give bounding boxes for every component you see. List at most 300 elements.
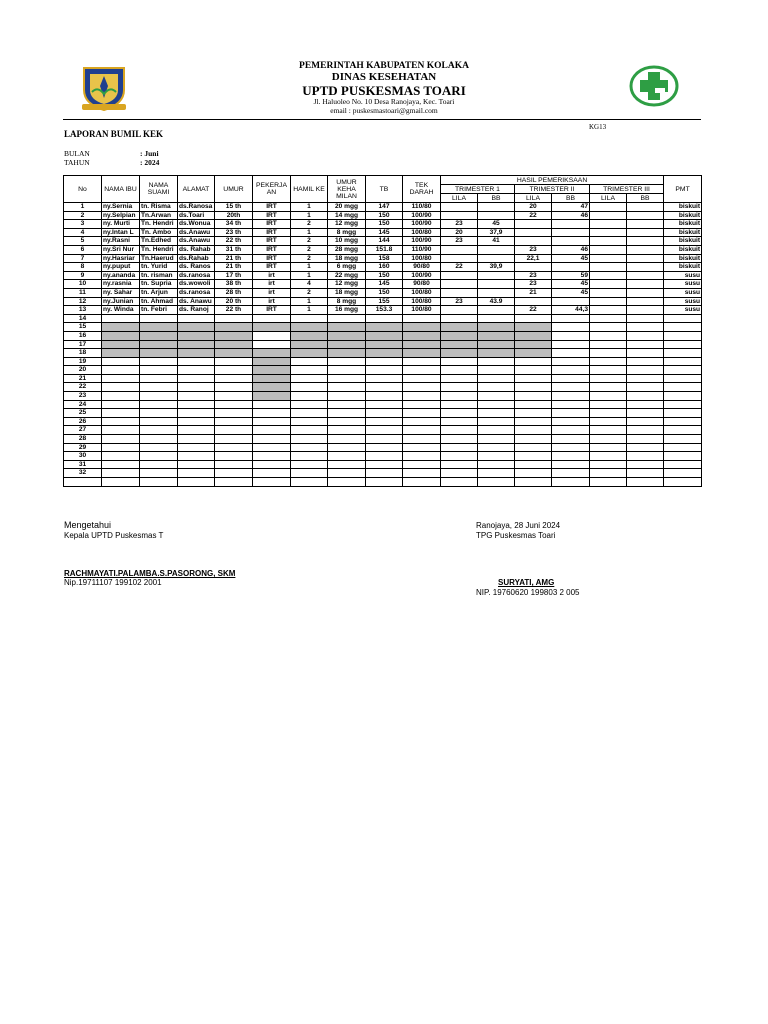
- table-cell: [328, 366, 366, 375]
- table-cell: 14: [64, 314, 102, 323]
- table-cell: 37,9: [478, 228, 515, 237]
- table-cell: [590, 426, 627, 435]
- table-cell: [627, 469, 664, 478]
- table-cell: [627, 220, 664, 229]
- table-cell: 38 th: [215, 280, 253, 289]
- table-row-empty: [64, 478, 702, 487]
- table-cell: [291, 331, 328, 340]
- table-cell: [552, 400, 590, 409]
- table-cell: [178, 426, 215, 435]
- table-cell: 17 th: [215, 271, 253, 280]
- table-cell: 23: [515, 271, 552, 280]
- table-cell: [664, 331, 702, 340]
- table-cell: 11: [64, 288, 102, 297]
- table-cell: 153.3: [366, 306, 403, 315]
- table-cell: [441, 288, 478, 297]
- table-cell: 32: [64, 469, 102, 478]
- table-cell: [328, 426, 366, 435]
- table-cell: [590, 357, 627, 366]
- table-cell: [178, 435, 215, 444]
- table-cell: [590, 288, 627, 297]
- table-cell: [215, 323, 253, 332]
- table-cell: [627, 331, 664, 340]
- col-hamil-ke: HAMIL KE: [291, 176, 328, 203]
- table-cell: 41: [478, 237, 515, 246]
- table-cell: [178, 357, 215, 366]
- table-cell: [253, 374, 291, 383]
- header-address: Jl. Haluoleo No. 10 Desa Ranojaya, Kec. Toari: [313, 97, 455, 106]
- table-cell: [664, 426, 702, 435]
- table-cell: 2: [64, 211, 102, 220]
- table-cell: 45: [478, 220, 515, 229]
- table-cell: [140, 417, 178, 426]
- table-row: [64, 306, 702, 315]
- table-cell: [552, 366, 590, 375]
- table-cell: 15: [64, 323, 102, 332]
- table-cell: [515, 374, 552, 383]
- table-row-empty: [64, 374, 702, 383]
- table-cell: [215, 409, 253, 418]
- table-cell: tn. risman: [140, 271, 178, 280]
- table-cell: [590, 306, 627, 315]
- table-cell: [215, 349, 253, 358]
- table-cell: [515, 392, 552, 401]
- table-cell: 23: [515, 245, 552, 254]
- table-cell: ny.Selpian: [102, 211, 140, 220]
- table-cell: [291, 409, 328, 418]
- place-date: Ranojaya, 28 Juni 2024: [476, 521, 561, 530]
- table-cell: [478, 460, 515, 469]
- table-cell: [403, 400, 441, 409]
- table-cell: [178, 443, 215, 452]
- table-cell: 39,9: [478, 263, 515, 272]
- table-cell: [552, 220, 590, 229]
- table-cell: [140, 331, 178, 340]
- table-cell: [215, 340, 253, 349]
- table-cell: 151.8: [366, 245, 403, 254]
- table-cell: 100/80: [403, 297, 441, 306]
- table-row-empty: [64, 435, 702, 444]
- table-cell: [478, 203, 515, 212]
- table-cell: [552, 443, 590, 452]
- table-cell: ny. Winda: [102, 306, 140, 315]
- table-cell: [253, 469, 291, 478]
- table-cell: [366, 409, 403, 418]
- table-cell: 22 th: [215, 306, 253, 315]
- header-government: PEMERINTAH KABUPATEN KOLAKA: [299, 61, 469, 71]
- table-cell: [291, 400, 328, 409]
- table-cell: [102, 349, 140, 358]
- table-cell: [102, 357, 140, 366]
- table-cell: ny.rasnia: [102, 280, 140, 289]
- table-cell: [215, 383, 253, 392]
- table-cell: [366, 435, 403, 444]
- table-cell: [515, 478, 552, 487]
- table-cell: [627, 203, 664, 212]
- table-cell: [253, 460, 291, 469]
- table-cell: [552, 228, 590, 237]
- table-cell: [366, 323, 403, 332]
- table-cell: [366, 314, 403, 323]
- table-cell: [253, 323, 291, 332]
- table-cell: [664, 366, 702, 375]
- table-cell: [366, 392, 403, 401]
- table-cell: [102, 460, 140, 469]
- table-cell: 100/90: [403, 220, 441, 229]
- table-cell: [478, 409, 515, 418]
- table-cell: [291, 469, 328, 478]
- table-cell: 2: [291, 288, 328, 297]
- table-cell: 144: [366, 237, 403, 246]
- table-cell: [627, 263, 664, 272]
- table-cell: 145: [366, 280, 403, 289]
- table-cell: [515, 263, 552, 272]
- table-cell: [140, 392, 178, 401]
- form-code: KG13: [589, 123, 607, 131]
- table-cell: [403, 426, 441, 435]
- table-cell: 45: [552, 288, 590, 297]
- table-cell: [590, 271, 627, 280]
- table-cell: ds.Anawu: [178, 237, 215, 246]
- table-cell: [102, 452, 140, 461]
- table-cell: [515, 349, 552, 358]
- table-cell: Tn.Edhed: [140, 237, 178, 246]
- table-cell: [328, 349, 366, 358]
- table-cell: [403, 478, 441, 487]
- col-bb-t3: BB: [627, 194, 664, 203]
- kepala-title: Kepala UPTD Puskesmas T: [64, 531, 164, 540]
- table-cell: [590, 478, 627, 487]
- table-cell: 1: [291, 203, 328, 212]
- table-cell: 6 mgg: [328, 263, 366, 272]
- table-cell: 28 mgg: [328, 245, 366, 254]
- table-cell: [478, 314, 515, 323]
- table-cell: [291, 478, 328, 487]
- table-cell: 100/90: [403, 211, 441, 220]
- table-cell: ds.Wonua: [178, 220, 215, 229]
- table-cell: [178, 349, 215, 358]
- col-bb-t1: BB: [478, 194, 515, 203]
- table-cell: biskuit: [664, 263, 702, 272]
- table-cell: [140, 452, 178, 461]
- table-cell: [328, 417, 366, 426]
- table-cell: [441, 331, 478, 340]
- table-cell: [291, 452, 328, 461]
- table-cell: [366, 349, 403, 358]
- table-cell: [441, 203, 478, 212]
- table-cell: 1: [291, 297, 328, 306]
- table-cell: [291, 392, 328, 401]
- table-cell: [403, 314, 441, 323]
- table-cell: [478, 435, 515, 444]
- table-cell: [590, 297, 627, 306]
- table-cell: tn. Arjun: [140, 288, 178, 297]
- table-cell: biskuit: [664, 228, 702, 237]
- table-cell: 20th: [215, 211, 253, 220]
- table-cell: IRT: [253, 228, 291, 237]
- table-cell: [291, 357, 328, 366]
- table-cell: [403, 452, 441, 461]
- table-cell: [478, 469, 515, 478]
- table-cell: [366, 400, 403, 409]
- table-cell: 22: [441, 263, 478, 272]
- table-cell: [403, 383, 441, 392]
- table-cell: [664, 383, 702, 392]
- table-cell: 21 th: [215, 263, 253, 272]
- table-cell: [515, 409, 552, 418]
- table-cell: [178, 331, 215, 340]
- table-cell: [140, 409, 178, 418]
- col-nama-suami: NAMA SUAMI: [140, 176, 178, 203]
- table-cell: [140, 469, 178, 478]
- table-cell: susu: [664, 288, 702, 297]
- table-cell: [515, 435, 552, 444]
- col-alamat: ALAMAT: [178, 176, 215, 203]
- table-cell: [590, 280, 627, 289]
- table-cell: [478, 245, 515, 254]
- table-cell: [215, 417, 253, 426]
- col-lila-t3: LILA: [590, 194, 627, 203]
- table-cell: [515, 383, 552, 392]
- table-cell: [441, 426, 478, 435]
- table-cell: [140, 478, 178, 487]
- table-cell: ds.wowoli: [178, 280, 215, 289]
- table-cell: [253, 383, 291, 392]
- table-cell: [291, 374, 328, 383]
- table-cell: [403, 366, 441, 375]
- table-cell: 22: [64, 383, 102, 392]
- table-cell: biskuit: [664, 254, 702, 263]
- col-trimester-1: TRIMESTER 1: [441, 185, 515, 194]
- table-cell: [552, 349, 590, 358]
- table-cell: Tn.Arwan: [140, 211, 178, 220]
- table-cell: [664, 452, 702, 461]
- table-cell: 19: [64, 357, 102, 366]
- table-cell: [590, 228, 627, 237]
- table-cell: 46: [552, 211, 590, 220]
- col-bb-t2: BB: [552, 194, 590, 203]
- table-cell: [590, 374, 627, 383]
- table-cell: [552, 237, 590, 246]
- table-cell: [590, 323, 627, 332]
- table-row: [64, 288, 702, 297]
- table-cell: 29: [64, 443, 102, 452]
- table-cell: [441, 435, 478, 444]
- col-lila-t2: LILA: [515, 194, 552, 203]
- table-cell: 34 th: [215, 220, 253, 229]
- table-cell: [328, 392, 366, 401]
- table-cell: [403, 443, 441, 452]
- table-cell: 21: [64, 374, 102, 383]
- table-cell: 22: [515, 211, 552, 220]
- table-cell: ds.ranosa: [178, 271, 215, 280]
- header-puskesmas: UPTD PUSKESMAS TOARI: [302, 83, 466, 98]
- table-cell: [627, 460, 664, 469]
- table-cell: [441, 417, 478, 426]
- table-cell: 9: [64, 271, 102, 280]
- table-cell: [328, 469, 366, 478]
- table-cell: [627, 357, 664, 366]
- table-cell: [178, 340, 215, 349]
- table-cell: [590, 203, 627, 212]
- table-row: [64, 280, 702, 289]
- table-cell: 27: [64, 426, 102, 435]
- table-cell: IRT: [253, 203, 291, 212]
- table-cell: 145: [366, 228, 403, 237]
- table-cell: [590, 263, 627, 272]
- table-cell: [215, 331, 253, 340]
- table-cell: [515, 331, 552, 340]
- table-cell: [253, 478, 291, 487]
- table-cell: [366, 478, 403, 487]
- table-cell: [515, 220, 552, 229]
- table-cell: IRT: [253, 306, 291, 315]
- table-cell: [140, 357, 178, 366]
- table-cell: [478, 392, 515, 401]
- table-cell: 23: [64, 392, 102, 401]
- table-cell: [441, 340, 478, 349]
- table-cell: [552, 435, 590, 444]
- table-cell: 1: [291, 228, 328, 237]
- table-cell: [552, 409, 590, 418]
- table-cell: [403, 417, 441, 426]
- table-cell: [664, 323, 702, 332]
- table-cell: [178, 314, 215, 323]
- col-pmt: PMT: [664, 176, 702, 203]
- table-cell: 31 th: [215, 245, 253, 254]
- table-cell: [253, 409, 291, 418]
- header-email: email : puskesmastoari@gmail.com: [330, 106, 438, 115]
- table-cell: [515, 469, 552, 478]
- table-cell: [441, 460, 478, 469]
- table-cell: [590, 460, 627, 469]
- table-cell: [366, 374, 403, 383]
- table-cell: [627, 366, 664, 375]
- table-cell: ny.puput: [102, 263, 140, 272]
- signer-left-name: RACHMAYATI.PALAMBA.S.PASORONG, SKM: [64, 569, 236, 578]
- table-cell: [515, 417, 552, 426]
- table-cell: [627, 400, 664, 409]
- table-cell: 160: [366, 263, 403, 272]
- col-lila-t1: LILA: [441, 194, 478, 203]
- table-cell: 10: [64, 280, 102, 289]
- tahun-value: : 2024: [140, 158, 160, 167]
- table-cell: [627, 426, 664, 435]
- table-cell: [328, 452, 366, 461]
- table-cell: [291, 340, 328, 349]
- table-cell: [627, 254, 664, 263]
- col-tb: TB: [366, 176, 403, 203]
- table-cell: 46: [552, 245, 590, 254]
- table-cell: [627, 435, 664, 444]
- table-cell: [178, 469, 215, 478]
- table-cell: irt: [253, 297, 291, 306]
- table-cell: [664, 478, 702, 487]
- table-cell: ny.ananda: [102, 271, 140, 280]
- table-cell: [215, 392, 253, 401]
- table-row-empty: [64, 452, 702, 461]
- table-cell: [664, 392, 702, 401]
- table-row: [64, 228, 702, 237]
- table-cell: 158: [366, 254, 403, 263]
- table-cell: [366, 417, 403, 426]
- table-cell: [441, 366, 478, 375]
- report-title: LAPORAN BUMIL KEK: [64, 129, 164, 139]
- table-cell: [328, 314, 366, 323]
- table-cell: [215, 443, 253, 452]
- table-row-empty: [64, 443, 702, 452]
- table-cell: 150: [366, 211, 403, 220]
- table-cell: [590, 340, 627, 349]
- table-cell: [403, 323, 441, 332]
- table-row-empty: [64, 417, 702, 426]
- table-cell: [627, 340, 664, 349]
- table-cell: 18: [64, 349, 102, 358]
- table-cell: 16 mgg: [328, 306, 366, 315]
- table-cell: 21 th: [215, 254, 253, 263]
- table-cell: 16: [64, 331, 102, 340]
- table-cell: [441, 400, 478, 409]
- col-hasil-pemeriksaan: HASIL PEMERIKSAAN: [441, 176, 664, 185]
- table-cell: [366, 331, 403, 340]
- table-cell: [552, 383, 590, 392]
- table-cell: [590, 443, 627, 452]
- table-cell: [178, 417, 215, 426]
- table-cell: 4: [291, 280, 328, 289]
- table-cell: [366, 469, 403, 478]
- table-cell: 8 mgg: [328, 228, 366, 237]
- table-cell: [140, 435, 178, 444]
- table-cell: [178, 452, 215, 461]
- table-cell: [441, 254, 478, 263]
- table-cell: [366, 366, 403, 375]
- table-cell: [291, 349, 328, 358]
- table-cell: 20: [441, 228, 478, 237]
- table-cell: [552, 426, 590, 435]
- table-row: [64, 220, 702, 229]
- table-cell: [291, 323, 328, 332]
- table-cell: [140, 443, 178, 452]
- table-cell: [664, 400, 702, 409]
- table-cell: ny.Sernia: [102, 203, 140, 212]
- table-cell: IRT: [253, 254, 291, 263]
- table-cell: [140, 340, 178, 349]
- table-cell: [102, 314, 140, 323]
- table-cell: [102, 383, 140, 392]
- table-cell: [366, 460, 403, 469]
- table-cell: 59: [552, 271, 590, 280]
- table-cell: 100/90: [403, 271, 441, 280]
- table-cell: [552, 331, 590, 340]
- table-row-empty: [64, 400, 702, 409]
- table-cell: [140, 323, 178, 332]
- table-cell: [552, 263, 590, 272]
- table-cell: [478, 426, 515, 435]
- table-cell: [102, 400, 140, 409]
- table-cell: [627, 280, 664, 289]
- table-cell: [102, 392, 140, 401]
- table-cell: [441, 211, 478, 220]
- table-cell: [140, 400, 178, 409]
- table-cell: [441, 280, 478, 289]
- table-cell: [590, 211, 627, 220]
- table-cell: [253, 443, 291, 452]
- table-cell: 23: [441, 237, 478, 246]
- table-cell: [627, 452, 664, 461]
- table-cell: [627, 237, 664, 246]
- table-cell: [215, 374, 253, 383]
- table-row: [64, 297, 702, 306]
